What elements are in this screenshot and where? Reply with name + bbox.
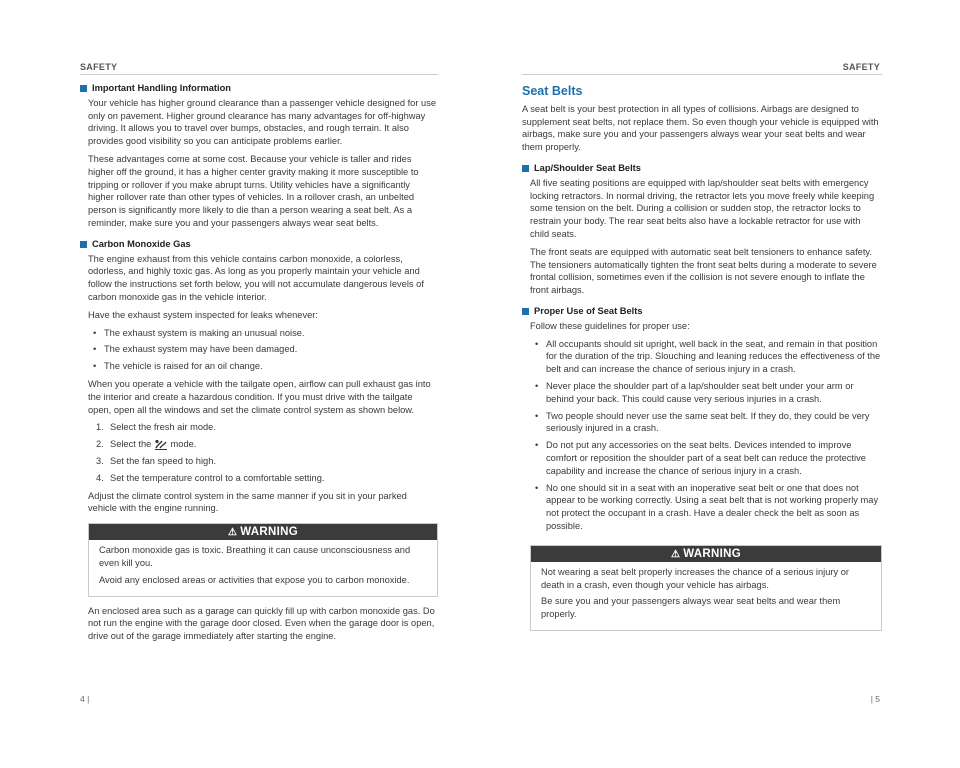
- blue-square-icon: [522, 308, 529, 315]
- inspect-lead: Have the exhaust system inspected for leaks whenever:: [88, 309, 318, 320]
- warning-header: ⚠ WARNING: [89, 524, 437, 540]
- proper-lead: Follow these guidelines for proper use:: [530, 320, 690, 331]
- warning-body: [531, 562, 881, 630]
- warning-text: Avoid any enclosed areas or activities that expose you to carbon monoxide.: [99, 574, 410, 585]
- tailgate-paragraph: When you operate a vehicle with the tailgate open, airflow can pull exhaust gas into the interior and create a hazardous condition. If you must drive with the tailgate open, open all the windows and set the climate control system as shown below.: [88, 378, 431, 415]
- warning-triangle-icon: ⚠: [671, 548, 681, 560]
- running-head-right: SAFETY: [842, 62, 880, 72]
- step-item: 3. Set the fan speed to high.: [96, 455, 216, 466]
- closing-paragraph: An enclosed area such as a garage can quickly fill up with carbon monoxide gas. Do not run the engine with the garage door closed. Even when the garage door is open, drive out of the garage immediately after starting the engine.: [88, 605, 435, 642]
- blue-square-icon: [80, 241, 87, 248]
- step-item: 1. Select the fresh air mode.: [96, 422, 216, 433]
- list-item: • No one should sit in a seat with an inoperative seat belt or one that does not appear to be working correctly. Using a seat belt that is not working properly may not protect the occupant in a crash. Have a dealer check the belt as soon as possible.: [535, 482, 879, 531]
- subhead-handling-title: Important Handling Information: [92, 83, 231, 93]
- subhead-proper-title: Proper Use of Seat Belts: [534, 305, 643, 316]
- warning-text: Carbon monoxide gas is toxic. Breathing it can cause unconsciousness and even kill you.: [99, 545, 411, 568]
- step-item: 4. Set the temperature control to a comfortable setting.: [96, 472, 325, 483]
- steps-list: [88, 421, 438, 484]
- handling-paragraph: These advantages come at some cost. Because your vehicle is taller and rides higher off the ground, it has a higher center gravity making it more susceptible to tripping or rollover if you make abrupt turns. Utility vehicles have a significantly higher rollover rate than other types of vehicles. In a rollover crash, an unbelted person is significantly more likely to die than a person wearing a seat belt. As a reminder, make sure you and your passengers always wear seat belts.: [88, 153, 419, 228]
- lap-paragraph: All five seating positions are equipped with lap/shoulder seat belts with emergency locking retractors. In normal driving, the retractor lets you move freely while keeping some tension on the belt. During a collision or sudden stop, the retractor locks to restrain your body. The rear seat belts also have a lockable retractor for use with child seats.: [530, 177, 875, 239]
- subhead-lap-shoulder: [522, 162, 882, 175]
- section-title-seat-belts: Seat Belts: [522, 84, 583, 98]
- adjust-paragraph: Adjust the climate control system in the same manner if you sit in your parked vehicle with the engine running.: [88, 490, 407, 514]
- proper-body: [522, 320, 882, 631]
- page-number-left: 4 |: [80, 694, 90, 704]
- inspect-list: [88, 327, 438, 373]
- left-content: [80, 82, 438, 648]
- list-item: • The exhaust system may have been damaged.: [93, 344, 298, 355]
- blue-square-icon: [80, 85, 87, 92]
- right-page: [480, 0, 960, 768]
- handling-paragraph: Your vehicle has higher ground clearance than a passenger vehicle designed for use only on pavement. Higher ground clearance has many advantages for off-highway driving. It allows you to travel over bumps, obstacles, and rough terrain. It also provides good visibility so you can anticipate problems earlier.: [88, 97, 437, 147]
- seat-belts-intro: A seat belt is your best protection in all types of collisions. Airbags are designed to supplement seat belts, not replace them. So even though your vehicle is equipped with airbags, make sure you and your passengers always wear your seat belts and wear them properly.: [522, 103, 879, 153]
- warning-header: ⚠ WARNING: [531, 546, 881, 562]
- list-item: • Two people should never use the same seat belt. If they do, they could be very seriously injured in a crash.: [535, 410, 870, 434]
- floor-defrost-mode-icon: [154, 439, 168, 450]
- carbon-intro: The engine exhaust from this vehicle contains carbon monoxide, a colorless, odorless, and highly toxic gas. As long as you properly maintain your vehicle and follow the instructions set forth below, you will not accumulate dangerous levels of carbon monoxide gas in the vehicle interior.: [88, 253, 424, 302]
- warning-body: [89, 540, 437, 595]
- running-head-left: SAFETY: [80, 62, 118, 72]
- subhead-proper-use: [522, 305, 882, 318]
- step-item: 2. Select the mode.: [96, 439, 197, 450]
- warning-box-carbon: [88, 523, 438, 596]
- header-rule-right: [522, 74, 882, 75]
- proper-list: [530, 338, 882, 533]
- list-item: • The vehicle is raised for an oil change.: [93, 361, 263, 372]
- subhead-carbon-title: Carbon Monoxide Gas: [92, 238, 191, 249]
- header-rule-left: [80, 74, 438, 75]
- warning-text: Not wearing a seat belt properly increases the chance of a serious injury or death in a crash, even though your vehicle has airbags.: [541, 566, 849, 590]
- lap-paragraph: The front seats are equipped with automatic seat belt tensioners to enhance safety. The tensioners automatically tighten the front seat belts during a moderate to severe frontal collision, sometimes even if the collision is not severe enough to inflate the front airbags.: [530, 246, 877, 296]
- list-item: • The exhaust system is making an unusual noise.: [93, 327, 305, 338]
- page-number-right: | 5: [870, 694, 880, 704]
- lap-body: [522, 177, 882, 297]
- warning-text: Be sure you and your passengers always wear seat belts and wear them properly.: [541, 596, 841, 620]
- subhead-carbon: [80, 238, 438, 251]
- subhead-lap-title: Lap/Shoulder Seat Belts: [534, 162, 641, 173]
- carbon-body: [80, 253, 438, 643]
- right-content: [522, 82, 882, 639]
- warning-box-seat-belt: [530, 545, 882, 631]
- list-item: • Never place the shoulder part of a lap/shoulder seat belt under your arm or behind your back. This could cause very serious injuries in a crash.: [535, 380, 854, 404]
- subhead-handling: [80, 82, 438, 95]
- list-item: • All occupants should sit upright, well back in the seat, and remain in that position for the duration of the trip. Slouching and leaning reduces the effectiveness of the belt and can increase the chance of serious injury in a crash.: [535, 338, 881, 375]
- warning-triangle-icon: ⚠: [228, 527, 238, 539]
- handling-body: [80, 97, 438, 230]
- blue-square-icon: [522, 165, 529, 172]
- list-item: • Do not put any accessories on the seat belts. Devices intended to improve comfort or reposition the shoulder part of a seat belt can reduce the protective capability and increase the chance of serious injury in a crash.: [535, 440, 866, 476]
